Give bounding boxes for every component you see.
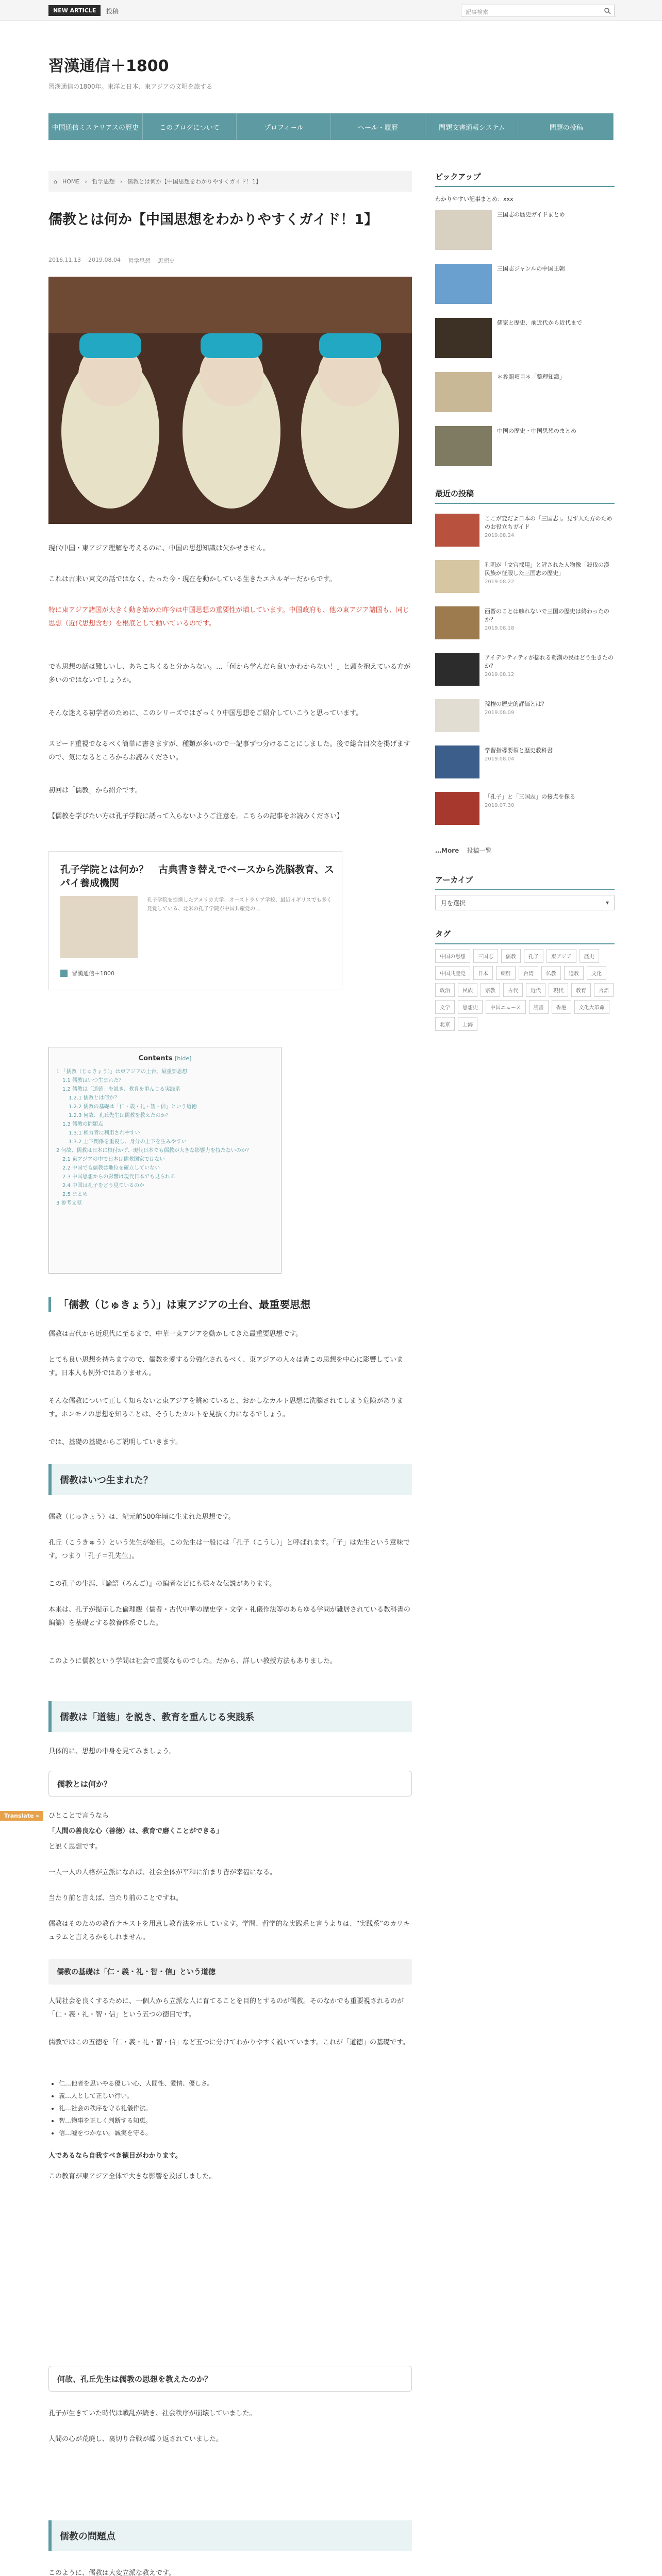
paragraph: 「人間の善良な心（善徳）は、教育で磨くことができる」 <box>48 1827 223 1835</box>
recent-thumbnail[interactable] <box>435 606 479 639</box>
tag[interactable]: 中国の思想 <box>435 949 470 963</box>
paragraph: 当たり前と言えば、当たり前のことですね。 <box>48 1894 183 1902</box>
nav-item[interactable]: 中国通信ミステリアスの歴史 <box>48 113 143 140</box>
toc-toggle[interactable]: [hide] <box>175 1055 192 1062</box>
recent-post-date: 2019.08.12 <box>485 672 515 677</box>
pickup-item-title[interactable]: ＊参照項目＊「整理知識」 <box>497 374 565 380</box>
link-card-thumbnail[interactable] <box>60 896 138 958</box>
toc-item[interactable]: 2 何故、儒教は日本に根付かず、現代日本でも儒教が大きな影響力を持たないのか？ <box>56 1148 252 1154</box>
paragraph: と説く思想です。 <box>48 1843 102 1851</box>
recent-post[interactable] <box>435 792 615 833</box>
paragraph: 初回は「儒教」から紹介です。 <box>48 787 142 794</box>
nav-item[interactable]: プロフィール <box>237 113 331 140</box>
paragraph: 人であるなら自我すべき徳目がわかります。 <box>48 2152 182 2160</box>
paragraph: そんな儒教について正しく知らないと東アジアを眺めていると、おかしなカルト思想に洗脳されてしまう危険があります。ホンモノの思想を知ることは、そうしたカルトを見抜く力になるでしょう。 <box>48 1397 404 1418</box>
pickup-item[interactable] <box>435 264 615 310</box>
section-heading: 「儒教（じゅきょう）」は東アジアの土台、最重要思想 <box>48 1297 412 1312</box>
hero-figures <box>48 277 412 524</box>
search-input[interactable]: 記事検索 <box>466 9 488 15</box>
toc-item[interactable]: 1.2.3 何故、孔丘先生は儒教を教えたのか？ <box>69 1113 171 1118</box>
tag[interactable]: 教育 <box>571 983 591 997</box>
paragraph: このように儒教という学問は社会で重要なものでした。だから、詳しい教授方法もありました。 <box>48 1657 337 1665</box>
more-link[interactable]: …More <box>435 847 459 854</box>
paragraph: でも思想の話は難しいし、あちこちくると分からない。…「何から学んだら良いかわからない！」と頭を抱えている方が多いのではないでしょうか。 <box>48 663 411 684</box>
tag[interactable]: 現代 <box>549 983 568 997</box>
paragraph: では、基礎の基礎からご説明していきます。 <box>48 1438 182 1446</box>
pickup-thumbnail[interactable] <box>435 426 492 466</box>
breadcrumb-item[interactable]: 哲学思想 <box>92 178 115 185</box>
paragraph: 本来は、孔子が提示した倫理観（儒者・古代中華の歴史学・文学・礼儀作法等のあらゆる学問が雑居されている教科書の編纂）を基礎とする教養体系でした。 <box>48 1606 411 1627</box>
pickup-thumbnail[interactable] <box>435 318 492 358</box>
toc-title: Contents [hide] <box>138 1055 192 1062</box>
tag[interactable]: 民族 <box>458 983 477 997</box>
pickup-heading: ピックアップ <box>435 171 615 187</box>
recent-post[interactable] <box>435 699 615 740</box>
site-title[interactable]: 習漢通信＋1800 <box>48 57 169 75</box>
recent-post-title[interactable]: 孔明が「文官採用」と評された人物像「殺伐の漢民族が征服した三国志の歴史」 2019.08.22 <box>485 562 609 585</box>
tag[interactable]: 台湾 <box>519 966 538 980</box>
more-links <box>435 846 615 855</box>
toc-item[interactable]: 2.4 中国は孔子をどう見ているのか <box>62 1183 145 1189</box>
pickup-item[interactable] <box>435 210 615 256</box>
recent-post[interactable] <box>435 653 615 694</box>
tag[interactable]: 中国共産党 <box>435 966 470 980</box>
recent-post-title[interactable]: アイデンティティが揺れる蜀漢の民はどう生きたのか？ 2019.08.12 <box>485 654 614 677</box>
recent-post-date: 2019.08.18 <box>485 625 515 631</box>
toc-item[interactable]: 1 「儒教（じゅきょう）」は東アジアの土台、最重要思想 <box>56 1069 188 1075</box>
post-list-link[interactable]: 投稿一覧 <box>467 847 492 854</box>
paragraph: 人間社会を良くするために、一個人から立派な人に育てることを目的とするのが儒教。そのなかでも重要視されるのが「仁・義・礼・智・信」という五つの徳目です。 <box>48 1997 404 2019</box>
paragraph: 儒教（じゅきょう）は、紀元前500年頃に生まれた思想です。 <box>48 1513 235 1521</box>
tag[interactable]: 政治 <box>435 983 455 997</box>
paragraph: これは古来い東文の話ではなく、たった今・現在を動かしている生きたエネルギーだからです。 <box>48 575 336 583</box>
tag[interactable]: 古代 <box>503 983 523 997</box>
main-navigation <box>48 113 614 140</box>
recent-post-date: 2019.08.04 <box>485 756 515 762</box>
recent-thumbnail[interactable] <box>435 560 479 593</box>
link-card-site-name: 習漢通信＋1800 <box>72 970 114 977</box>
tag[interactable]: 中国ニュース <box>486 1000 526 1014</box>
toc-list <box>49 1062 281 1213</box>
recent-thumbnail[interactable] <box>435 514 479 547</box>
paragraph: この孔子の生涯、『論語（ろんご）』の編者などにも様々な伝説があります。 <box>48 1580 276 1588</box>
subsection-heading: 儒教はいつ生まれた？ <box>48 1464 412 1495</box>
paragraph: とても良い思想を持ちますので、儒教を愛する分強化されるべく、東アジアの人々は皆この思想を中心に影響しています。日本人も例外ではありません。 <box>48 1356 403 1377</box>
recent-post[interactable] <box>435 745 615 787</box>
tag[interactable]: 東アジア <box>547 949 576 963</box>
paragraph: 儒教は古代から近現代に至るまで、中華一東アジアを動かしてきた最重要思想です。 <box>48 1330 303 1338</box>
paragraph: 孔丘（こうきゅう）という先生が始祖。この先生は一般には「孔子（こうし）」と呼ばれます。「子」は先生という意味です。つまり「孔子＝孔先生」。 <box>48 1539 410 1560</box>
virtues-list <box>59 2077 412 2139</box>
tag[interactable]: 文化大革命 <box>574 1000 609 1014</box>
recent-post-title[interactable]: 西晋のことは触れないで三国の歴史は終わったのか？ 2019.08.18 <box>485 608 609 631</box>
toc-item[interactable]: 1.2.2 儒教の基礎は「仁・義・礼・智・信」という道徳 <box>69 1104 197 1110</box>
tag[interactable]: 近代 <box>526 983 545 997</box>
recent-thumbnail[interactable] <box>435 653 479 686</box>
subsubsection-heading: 儒教の基礎は「仁・義・礼・智・信」という道徳 <box>48 1959 412 1985</box>
post-title: 儒教とは何か【中国思想をわかりやすくガイド！1】 <box>48 212 378 228</box>
tag[interactable]: 日本 <box>473 966 493 980</box>
toc-item[interactable]: 2.3 中国思想からの影響は現代日本でも見られる <box>62 1174 176 1180</box>
recent-post-date: 2019.07.30 <box>485 803 515 808</box>
pickup-item[interactable] <box>435 426 615 472</box>
recent-post-title[interactable]: 孫権の歴史的評価とは？ 2019.08.09 <box>485 701 547 716</box>
paragraph: ひとことで言うなら <box>48 1812 109 1820</box>
pickup-thumbnail[interactable] <box>435 264 492 304</box>
breadcrumb-item: 儒教とは何か【中国思想をわかりやすくガイド！1】 <box>127 178 261 185</box>
tag[interactable]: 朝鮮 <box>496 966 516 980</box>
search-icon[interactable] <box>604 7 611 14</box>
pickup-thumbnail[interactable] <box>435 372 492 412</box>
paragraph: 特に東アジア諸国が大きく動き始めた昨今は中国思想の重要性が増しています。中国政府も、他の東アジア諸国も、同じ思想（近代思想含む）を根底として動いているのです。 <box>48 606 409 628</box>
recent-post[interactable] <box>435 560 615 601</box>
breadcrumb <box>48 171 412 192</box>
toc-item[interactable]: 1.2.1 儒教とは何か？ <box>69 1095 120 1101</box>
table-of-contents <box>48 1047 282 1274</box>
subsubsection-heading: 儒教とは何か？ <box>48 1771 412 1797</box>
link-card-title[interactable]: 孔子学院とは何か？ 古典書き替えでベースから洗脳教育、スパイ養成機関 <box>60 864 335 889</box>
recent-posts-heading: 最近の投稿 <box>435 488 615 504</box>
tag[interactable]: 文学 <box>435 1000 455 1014</box>
top-bar <box>0 0 662 21</box>
post-meta <box>48 257 412 265</box>
list-item: • 礼…社会の秩序を守る礼儀作法。 <box>59 2102 412 2114</box>
post-category[interactable]: 哲学思想 <box>127 258 151 264</box>
paragraph: スピード重視でなるべく簡単に書きますが、種類が多いので一記事ずつ分けることにしました。後で総合目次を掲げますので、気になるところからお読みください。 <box>48 740 410 761</box>
nav-item[interactable]: このブログについて <box>143 113 237 140</box>
list-item: • 信…嘘をつかない。誠実を守る。 <box>59 2127 412 2139</box>
tag[interactable]: 読書 <box>529 1000 549 1014</box>
recent-post-title[interactable]: 学習指導要領と歴史教科書 2019.08.04 <box>485 747 553 762</box>
recent-post[interactable] <box>435 514 615 555</box>
link-card[interactable] <box>48 851 342 990</box>
recent-post-date: 2019.08.09 <box>485 710 515 716</box>
recent-post-title[interactable]: 「孔子」と「三国志」の接点を探る 2019.07.30 <box>485 793 575 808</box>
recent-thumbnail[interactable] <box>435 699 479 732</box>
breadcrumb-separator: › <box>85 178 87 185</box>
subsection-heading: 儒教は「道徳」を説き、教育を重んじる実践系 <box>48 1701 412 1732</box>
pickup-item[interactable] <box>435 372 615 418</box>
tag[interactable]: 宗教 <box>481 983 500 997</box>
paragraph: 孔子が生きていた時代は戦乱が続き、社会秩序が崩壊していました。 <box>48 2410 256 2417</box>
recent-post-date: 2019.08.24 <box>485 533 515 538</box>
post-tag[interactable]: 思想史 <box>157 258 175 264</box>
paragraph: 【儒教を学びたい方は孔子学院に誘って入らないようご注意を。こちらの記事をお読みください】 <box>48 812 344 820</box>
list-item: • 仁…他者を思いやる優しい心、人間性、愛情、優しさ。 <box>59 2077 412 2090</box>
recent-post-title[interactable]: ここが変だよ日本の「三国志」。見ず人た方のためのお役立ちガイド 2019.08.24 <box>485 515 613 538</box>
paragraph: 儒教ではこの五徳を「仁・義・礼・智・信」など五つに分けてわかりやすく説いています。これが「道徳」の基礎です。 <box>48 2039 409 2046</box>
nav-item[interactable]: ヘール・履歴 <box>331 113 425 140</box>
tag[interactable]: 孔子 <box>524 949 543 963</box>
toc-item[interactable]: 2.1 東アジアの中で日本は儒教国家ではない <box>62 1157 165 1162</box>
pickup-item-title[interactable]: 中国の歴史・中国思想のまとめ <box>497 428 576 434</box>
toc-item[interactable]: 1.3.2 上下関係を重視し、身分の上下を生みやすい <box>69 1139 187 1145</box>
tag[interactable]: 三国志 <box>473 949 498 963</box>
tag[interactable]: 歴史 <box>580 949 599 963</box>
paragraph: そんな迷える初学者のために、このシリーズではざっくり中国思想をご紹介していこうと思っています。 <box>48 709 363 717</box>
paragraph: 現代中国・東アジア理解を考えるのに、中国の思想知識は欠かせません。 <box>48 545 270 552</box>
paragraph: このように、儒教は大変立派な教えです。 <box>48 2569 175 2576</box>
list-item: • 智…物事を正しく判断する知恵。 <box>59 2114 412 2127</box>
search-box[interactable] <box>461 5 615 17</box>
pickup-item-title[interactable]: わかりやすい記事まとめ：xxx <box>435 196 514 202</box>
tag[interactable]: 言語 <box>594 983 614 997</box>
paragraph: 具体的に、思想の中身を見てみましょう。 <box>48 1748 176 1755</box>
pickup-item-title[interactable]: 三国志ジャンルの中国王朝 <box>497 265 565 272</box>
tag[interactable]: 香港 <box>552 1000 571 1014</box>
link-card-site <box>60 969 114 977</box>
tag[interactable]: 道教 <box>564 966 584 980</box>
nav-item[interactable]: 問題の投稿 <box>519 113 614 140</box>
site-description: 習漢通信の1800年。東洋と日本、東アジアの文明を旅する <box>48 83 213 90</box>
post-updated: 2019.08.04 <box>88 257 121 263</box>
tag[interactable]: 思想史 <box>458 1000 483 1014</box>
paragraph: 人間の心が荒廃し、裏切り合戦が繰り返されていました。 <box>48 2435 223 2443</box>
archive-heading: アーカイブ <box>435 874 615 890</box>
chevron-down-icon: ▾ <box>605 899 609 906</box>
toc-item[interactable]: 2.2 中国でも儒教は地位を確立していない <box>62 1165 160 1171</box>
subsubsection-heading: 何故、孔丘先生は儒教の思想を教えたのか？ <box>48 2366 412 2392</box>
post-date: 2016.11.13 <box>48 257 81 263</box>
tag[interactable]: 儒教 <box>501 949 521 963</box>
hero-image <box>48 277 412 524</box>
archive-select[interactable]: 月を選択 ▾ <box>435 895 615 910</box>
subsection-heading: 儒教の問題点 <box>48 2520 412 2551</box>
site-favicon-icon <box>60 970 68 977</box>
tag-cloud <box>435 949 615 1031</box>
pickup-thumbnail[interactable] <box>435 210 492 250</box>
site-header <box>0 21 662 113</box>
paragraph: この教育が東アジア全体で大きな影響を及ぼしました。 <box>48 2173 216 2180</box>
tag[interactable]: 上海 <box>458 1017 477 1031</box>
translate-button[interactable]: Translate » <box>0 1811 43 1821</box>
new-article-badge[interactable]: NEW ARTICLE <box>48 5 101 16</box>
top-link[interactable]: 投稿 <box>106 8 119 15</box>
pickup-item-title[interactable]: 三国志の歴史ガイドまとめ <box>497 211 565 218</box>
list-item: • 義…人として正しい行い。 <box>59 2090 412 2102</box>
toc-item[interactable]: 1.3 儒教の問題点 <box>62 1122 104 1127</box>
tag[interactable]: 文化 <box>587 966 606 980</box>
recent-post-date: 2019.08.22 <box>485 579 515 585</box>
home-icon[interactable]: ⌂ <box>54 178 57 185</box>
paragraph: 儒教はそのための教育テキストを用意し教育法を示しています。学問、哲学的な実践系と言うよりは、“実践系”のカリキュラムと言えるかもしれません。 <box>48 1920 410 1941</box>
breadcrumb-separator: › <box>120 178 123 185</box>
tags-heading: タグ <box>435 928 615 944</box>
recent-post[interactable] <box>435 606 615 648</box>
pickup-item[interactable] <box>435 318 615 364</box>
link-card-description: 孔子学院を提携したアメリカ大学、オーストラリア学校、最近イギリスでも多く発覚している、北米の孔子学院が中国共産党の… <box>147 897 332 912</box>
toc-item[interactable]: 3 参考文献 <box>56 1200 82 1206</box>
recent-thumbnail[interactable] <box>435 745 479 778</box>
tag[interactable]: 北京 <box>435 1017 455 1031</box>
toc-item[interactable]: 2.5 まとめ <box>62 1192 88 1197</box>
pickup-item-title[interactable]: 儒家と歴史、前近代から近代まで <box>497 319 582 326</box>
breadcrumb-item[interactable]: HOME <box>62 178 80 185</box>
toc-item[interactable]: 1.1 儒教はいつ生まれた？ <box>62 1078 124 1083</box>
toc-item[interactable]: 1.2 儒教は「道徳」を説き、教育を重んじる実践系 <box>62 1087 180 1092</box>
toc-item[interactable]: 1.3.1 権力者に利用されやすい <box>69 1130 140 1136</box>
tag[interactable]: 仏教 <box>541 966 561 980</box>
pickup-item[interactable] <box>435 194 615 205</box>
recent-thumbnail[interactable] <box>435 792 479 825</box>
paragraph: 一人一人の人格が立派になれば、社会全体が平和に治まり皆が幸福になる。 <box>48 1869 277 1876</box>
nav-item[interactable]: 問題文書通報システム <box>425 113 520 140</box>
